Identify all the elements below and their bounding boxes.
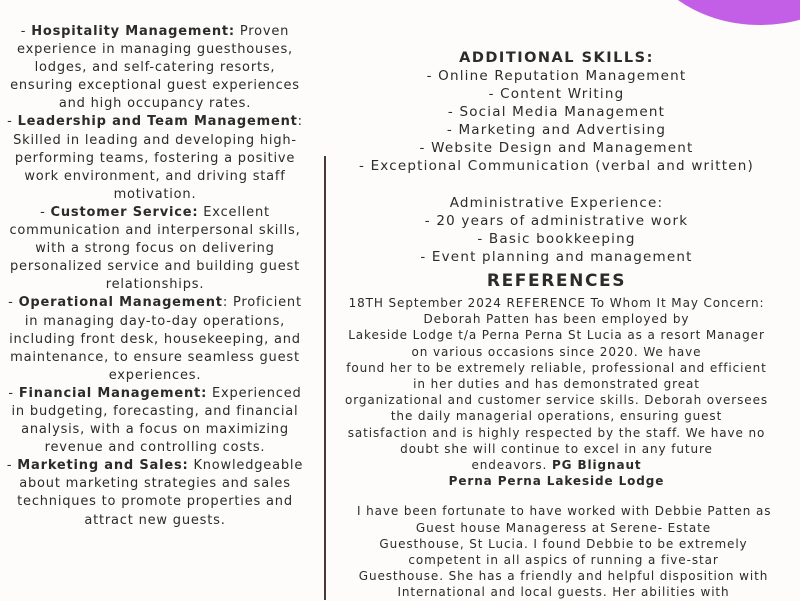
- reference-line: found her to be extremely reliable, professional and efficient: [346, 360, 767, 375]
- reference-line: doubt she will continue to excel in any future: [400, 441, 713, 456]
- reference-signer: PG Blignaut: [551, 457, 642, 472]
- reference-line: I have been fortunate to have worked with Debbie Patten as: [357, 504, 772, 519]
- reference-letter-1: [343, 295, 770, 489]
- spacer: [343, 176, 770, 194]
- competency-text: Knowledgeable about marketing strategies and sales techniques to promote properties and attract new guests.: [17, 458, 304, 528]
- competency-text: : Skilled in leading and developing high-performing teams, fostering a positive work environment, and driving staff motivation.: [13, 114, 303, 202]
- administrative-heading: Administrative Experience:: [449, 194, 664, 211]
- additional-skills-heading: ADDITIONAL SKILLS:: [459, 50, 654, 66]
- additional-skills-list: [343, 67, 770, 176]
- reference-line: on various occasions since 2020. We have: [411, 344, 702, 359]
- competency-text: : Proficient in managing day-to-day operations, including front desk, housekeeping, and maintenance, to ensure seamless guest experiences.: [9, 295, 302, 383]
- competency-text: Proven experience in managing guesthouses, lodges, and self-catering resorts, ensuring exceptional guest experiences and high occupancy rates.: [10, 24, 300, 112]
- column-divider: [324, 156, 326, 600]
- reference-line: Guesthouse, St Lucia. I found Debbie to be extremely: [379, 536, 748, 551]
- reference-line: Deborah Patten has been employed by: [423, 312, 690, 327]
- competency-text: Excellent communication and interpersonal skills, with a strong focus on delivering personalized service and building guest relationships.: [9, 204, 301, 293]
- reference-letter-2: [343, 503, 770, 600]
- reference-line: Guest house Manageress at Serene- Estate: [415, 520, 712, 535]
- skill-item: - Social Media Management: [447, 104, 666, 121]
- competency-title: Operational Management: [18, 295, 223, 311]
- competency-financial: - Financial Management: Experienced in budgeting, forecasting, and financial analysis, with a focus on maximizing revenue and controlling costs.: [8, 385, 302, 456]
- admin-item: - 20 years of administrative work: [424, 212, 689, 229]
- competency-title: Customer Service:: [50, 204, 199, 220]
- skill-item: - Marketing and Advertising: [446, 122, 667, 139]
- skill-item: - Website Design and Management: [419, 140, 694, 157]
- competency-title: Financial Management:: [18, 385, 208, 401]
- administrative-list: [343, 212, 770, 266]
- decorative-purple-circle: [640, 0, 800, 25]
- competency-hospitality: - Hospitality Management: Proven experience in managing guesthouses, lodges, and self-catering resorts, ensuring exceptional guest experiences and high occupancy rates.: [10, 24, 300, 112]
- reference-line: in her duties and has demonstrated great: [413, 376, 700, 391]
- competency-title: Hospitality Management:: [31, 24, 235, 39]
- reference-line: 18TH September 2024 REFERENCE To Whom It May Concern:: [348, 295, 765, 310]
- right-column: [343, 49, 770, 601]
- reference-line: satisfaction and is highly respected by the staff. We have no: [347, 425, 766, 440]
- reference-org-line: [343, 473, 770, 489]
- reference-line: International and local guests. Her abilities with: [397, 585, 730, 600]
- competency-marketing: - Marketing and Sales: Knowledgeable about marketing strategies and sales techniques to promote properties and attract new guests.: [6, 458, 304, 528]
- competency-text: Experienced in budgeting, forecasting, and financial analysis, with a focus on maximizing revenue and controlling costs.: [11, 385, 302, 456]
- references-heading: REFERENCES: [486, 270, 627, 291]
- reference-organisation: Perna Perna Lakeside Lodge: [448, 474, 665, 489]
- skill-item: - Content Writing: [488, 86, 625, 103]
- reference-line: organizational and customer service skills. Deborah oversees: [344, 393, 769, 408]
- admin-item: - Event planning and management: [420, 248, 693, 265]
- reference-line: competent in all aspics of running a five-star: [408, 552, 719, 567]
- reference-line: Guesthouse. She has a friendly and helpful disposition with: [358, 569, 769, 584]
- core-competencies-column: [6, 23, 304, 530]
- admin-item: - Basic bookkeeping: [477, 230, 636, 247]
- competency-title: Leadership and Team Management: [17, 114, 298, 130]
- reference-line: the daily managerial operations, ensuring guest: [390, 409, 723, 424]
- skill-item: - Exceptional Communication (verbal and written): [359, 158, 754, 175]
- reference-line: Lakeside Lodge t/a Perna Perna St Lucia as a resort Manager: [348, 328, 765, 343]
- competency-leadership: - Leadership and Team Management: Skilled in leading and developing high-performing teams, fostering a positive work environment, and driving staff motivation.: [7, 114, 303, 202]
- competency-customer-service: - Customer Service: Excellent communication and interpersonal skills, with a strong focus on delivering personalized service and building guest relationships.: [9, 204, 301, 293]
- reference-line: endeavors.: [471, 457, 548, 472]
- competency-title: Marketing and Sales:: [17, 458, 189, 474]
- skill-item: - Online Reputation Management: [426, 68, 687, 84]
- reference-closing-line: [343, 457, 770, 473]
- competency-operational: - Operational Management: Proficient in managing day-to-day operations, including front desk, housekeeping, and maintenance, to ensure seamless guest experiences.: [8, 295, 302, 383]
